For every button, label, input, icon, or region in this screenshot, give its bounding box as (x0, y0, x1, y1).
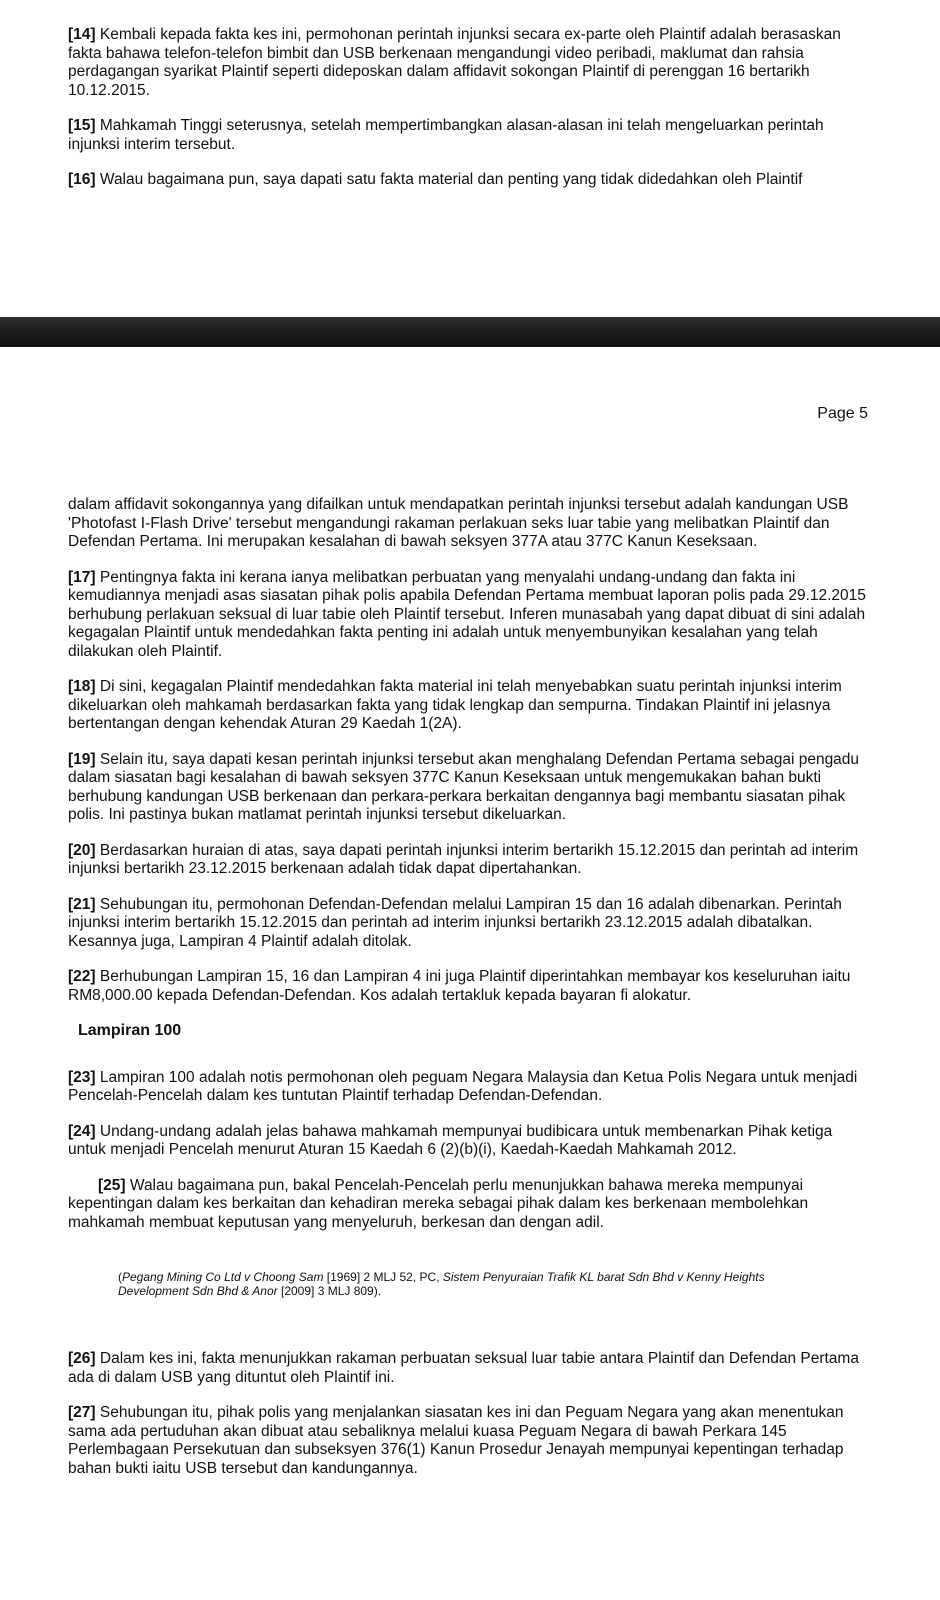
paragraph-number: [22] (68, 968, 96, 985)
case-citation (118, 1270, 818, 1298)
paragraph-number: [18] (68, 678, 96, 695)
paragraph-text: Sehubungan itu, pihak polis yang menjalankan siasatan kes ini dan Peguam Negara yang akan menentukan sama ada pertuduhan akan dibuat atau sebaliknya melalui kuasa Peguam Negara di bawah Perkara 145 Perlembagaan Persekutuan dan subseksyen 376(1) Kanun Prosedur Jenayah mempunyai kepentingan terhadap bahan bukti iaitu USB tersebut dan kandungannya. (68, 1404, 844, 1477)
paragraph-number: [15] (68, 117, 96, 134)
paragraph-text: Lampiran 100 adalah notis permohonan oleh peguam Negara Malaysia dan Ketua Polis Negara untuk menjadi Pencelah-Pencelah dalam kes tuntutan Plaintif terhadap Defendan-Defendan. (68, 1068, 858, 1104)
paragraph-text: Mahkamah Tinggi seterusnya, setelah mempertimbangkan alasan-alasan ini telah mengeluarkan perintah injunksi interim tersebut. (68, 117, 824, 153)
paragraph-number: [20] (68, 841, 96, 859)
paragraph-22 (68, 968, 868, 1005)
paragraph-21 (68, 896, 868, 952)
page-number: Page 5 (817, 405, 868, 422)
citation-open: ( (118, 1270, 122, 1284)
paragraph-17 (68, 569, 868, 662)
paragraph-26 (68, 1350, 868, 1387)
paragraph-text: Walau bagaimana pun, bakal Pencelah-Pencelah perlu menunjukkan bahawa mereka mempunyai kepentingan dalam kes berkaitan dan kehadiran mereka sebagai pihak dalam kes berkenaan membolehkan mahkamah membuat keputusan yang menyeluruh, berkesan dan dengan adil. (68, 1176, 809, 1231)
paragraph-text: Di sini, kegagalan Plaintif mendedahkan fakta material ini telah menyebabkan suatu perintah injunksi interim dikeluarkan oleh mahkamah berdasarkan fakta yang tidak lengkap dan sempurna. Tindakan Plaintif ini jelasnya bertentangan dengan kehendak Aturan 29 Kaedah 1(2A). (68, 678, 842, 732)
paragraph-20 (68, 842, 868, 879)
paragraph-text: Berdasarkan huraian di atas, saya dapati perintah injunksi interim bertarikh 15.12.2015 dan perintah ad interim injunksi bertarikh 23.12.2015 berkenaan adalah tidak dapat dipertahankan. (68, 841, 859, 877)
continuation-paragraph: dalam affidavit sokongannya yang difailkan untuk mendapatkan perintah injunksi tersebut adalah kandungan USB 'Photofast I-Flash Drive' tersebut mengandungi rakaman perlakuan seks luar tabie yang melibatkan Plaintif dan Defendan Pertama. Ini merupakan kesalahan di bawah seksyen 377A atau 377C Kanun Keseksaan. (68, 496, 849, 550)
paragraph-text: Walau bagaimana pun, saya dapati satu fakta material dan penting yang tidak didedahkan oleh Plaintif (95, 171, 803, 188)
paragraph-24 (68, 1123, 868, 1160)
paragraph-text: Undang-undang adalah jelas bahawa mahkamah mempunyai budibicara untuk membenarkan Pihak ketiga untuk menjadi Pencelah menurut Aturan 15 Kaedah 6 (2)(b)(i), Kaedah-Kaedah Mahkamah 2012. (68, 1122, 833, 1158)
paragraph-text: Berhubungan Lampiran 15, 16 dan Lampiran 4 ini juga Plaintif diperintahkan membayar kos keseluruhan iaitu RM8,000.00 kepada Defendan-Defendan. Kos adalah tertakluk kepada bayaran fi alokatur. (68, 968, 851, 1004)
citation-case-2: Sistem Penyuraian Trafik KL barat Sdn Bhd v Kenny Heights Development Sdn Bhd & Anor (118, 1270, 765, 1298)
paragraph-number: [24] (68, 1122, 96, 1140)
paragraph-number: [21] (68, 895, 96, 913)
paragraph-18 (68, 678, 868, 734)
paragraph-number: [16] (68, 171, 96, 188)
citation-ref-1: [1969] 2 MLJ 52, PC, (323, 1270, 443, 1284)
paragraph-number: [25] (98, 1176, 126, 1194)
citation-ref-2: [2009] 3 MLJ 809). (277, 1284, 382, 1298)
paragraph-25 (68, 1177, 868, 1233)
paragraph-19 (68, 751, 868, 825)
paragraph-number: [23] (68, 1068, 96, 1086)
paragraph-number: [14] (68, 26, 96, 43)
paragraph-text: Kembali kepada fakta kes ini, permohonan perintah injunksi secara ex-parte oleh Plaintif adalah berasaskan fakta bahawa telefon-telefon bimbit dan USB berkenaan mengandungi video peribadi, maklumat dan rahsia perdagangan syarikat Plaintif seperti dideposkan dalam affidavit sokongan Plaintif di perenggan 16 bertarikh 10.12.2015. (68, 26, 841, 99)
paragraph-text: Selain itu, saya dapati kesan perintah injunksi tersebut akan menghalang Defendan Pertama sebagai pengadu dalam siasatan bagi kesalahan di bawah seksyen 377C Kanun Keseksaan untuk mengemukakan bahan bukti berhubung kandungan USB berkenaan dan perkara-perkara berkaitan dengannya bagi membantu siasatan pihak polis. Ini pastinya bukan matlamat perintah injunksi tersebut dikeluarkan. (68, 750, 860, 823)
paragraph-23 (68, 1069, 868, 1106)
paragraph-27 (68, 1404, 868, 1478)
paragraph-14 (68, 26, 868, 100)
paragraph-number: [26] (68, 1350, 96, 1367)
paragraph-number: [17] (68, 568, 96, 586)
paragraph-number: [19] (68, 750, 96, 768)
paragraph-15 (68, 117, 868, 154)
page-break-divider (0, 317, 940, 347)
paragraph-text: Sehubungan itu, permohonan Defendan-Defendan melalui Lampiran 15 dan 16 adalah dibenarkan. Perintah injunksi interim bertarikh 15.12.2015 dan perintah ad interim injunksi bertarikh 23.12.2015 adalah dibatalkan. Kesannya juga, Lampiran 4 Plaintif adalah ditolak. (68, 895, 842, 950)
section-heading: Lampiran 100 (78, 1022, 182, 1039)
paragraph-text: Pentingnya fakta ini kerana ianya melibatkan perbuatan yang menyalahi undang-undang dan fakta ini kemudiannya menjadi asas siasatan pihak polis apabila Defendan Pertama membuat laporan polis pada 29.12.2015 berhubung perlakuan seksual di luar tabie oleh Plaintif tersebut. Inferen munasabah yang dapat dibuat di sini adalah kegagalan Plaintif untuk mendedahkan fakta penting ini adalah untuk menyembunyikan kesalahan yang telah dilakukan oleh Plaintif. (68, 568, 866, 660)
paragraph-number: [27] (68, 1404, 96, 1421)
page-5-section (68, 496, 868, 1495)
citation-case-1: Pegang Mining Co Ltd v Choong Sam (122, 1270, 324, 1284)
paragraph-16 (68, 171, 868, 190)
page-4-bottom-section (68, 26, 868, 207)
paragraph-text: Dalam kes ini, fakta menunjukkan rakaman perbuatan seksual luar tabie antara Plaintif dan Defendan Pertama ada di dalam USB yang dituntut oleh Plaintif ini. (68, 1350, 859, 1386)
